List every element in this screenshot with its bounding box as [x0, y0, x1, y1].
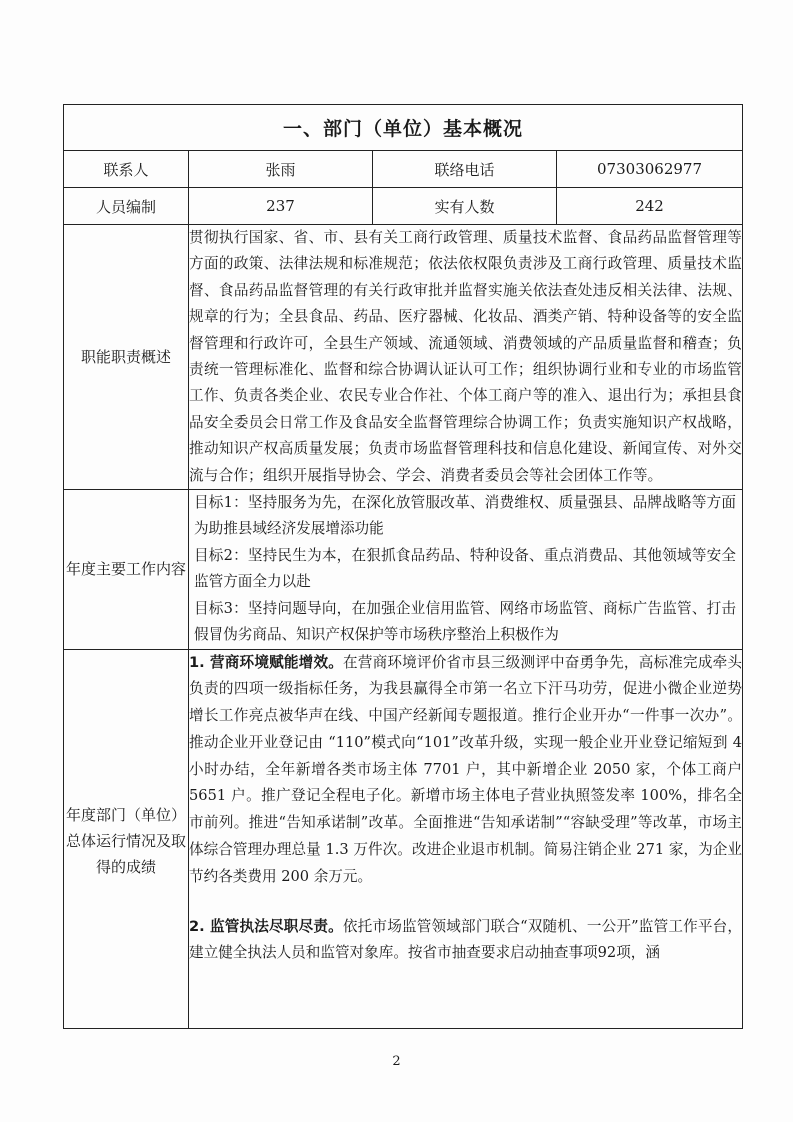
phone-value: 07303062977: [557, 151, 743, 188]
goal-item: 目标2：坚持民生为本，在狠抓食品药品、特种设备、重点消费品、其他领域等安全监管方面全力以赴: [194, 546, 737, 591]
result-item: [189, 914, 742, 968]
contact-value: 张雨: [189, 151, 373, 188]
staff-label: 人员编制: [64, 188, 189, 225]
contact-label: 联系人: [64, 151, 189, 188]
table-title: 一、部门（单位）基本概况: [64, 105, 743, 151]
tasks-label: 年度主要工作内容: [64, 490, 189, 649]
goals-cell: [189, 490, 743, 649]
result-text: 依托市场监管领域部门联合“双随机、一公开”监管工作平台，建立健全执法人员和监管对象库。按省市抽查要求启动抽查事项92项，涵: [189, 917, 743, 962]
result-text: 在营商环境评价省市县三级测评中奋勇争先，高标准完成牵头负责的四项一级指标任务，为我县赢得全市第一名立下汗马功劳，促进小微企业逆势增长工作亮点被华声在线、中国产经新闻专题报道。推行企业开办“一件事一次办”。推动企业开业登记由 “110”模式向“101”改革升级，实现一般企业开业登记缩短到 4 小时办结，全年新增各类市场主体 7701 户，其中新增企业 2050 家，个体工商户 5651 户。推广登记全程电子化。新增市场主体电子营业执照签发率 100%，排名全市前列。推进“告知承诺制”改革。全面推进“告知承诺制”“容缺受理”等改革，市场主体综合管理办理总量 1.3 万件次。改进企业退市机制。简易注销企业 271 家，为企业节约各类费用 200 余万元。: [189, 653, 743, 885]
result-item: [189, 650, 742, 891]
page-number: 2: [392, 1054, 401, 1069]
duties-text: 贯彻执行国家、省、市、县有关工商行政管理、质量技术监督、食品药品监督管理等方面的政策、法律法规和标准规范；依法依权限负责涉及工商行政管理、质量技术监督、食品药品监督管理的有关行政审批并监督实施关依法查处违反相关法律、法规、规章的行为；全县食品、药品、医疗器械、化妆品、酒类产销、特种设备等的安全监督管理和行政许可，全县生产领域、流通领域、消费领域的产品质量监督和稽查；负责统一管理标准化、监督和综合协调认证认可工作；组织协调行业和专业的市场监管工作、负责各类企业、农民专业合作社、个体工商户等的准入、退出行为；承担县食品安全委员会日常工作及食品安全监督管理综合协调工作；负责实施知识产权战略，推动知识产权高质量发展；负责市场监督管理科技和信息化建设、新闻宣传、对外交流与合作；组织开展指导协会、学会、消费者委员会等社会团体工作等。: [189, 225, 743, 490]
actual-label: 实有人数: [373, 188, 557, 225]
actual-value: 242: [557, 188, 743, 225]
goal-item: 目标1：坚持服务为先，在深化放管服改革、消费维权、质量强县、品牌战略等方面为助推县域经济发展增添功能: [194, 494, 737, 538]
result-heading: 2. 监管执法尽职尽责。: [189, 917, 343, 935]
duties-label: 职能职责概述: [64, 225, 189, 490]
results-label: 年度部门（单位）总体运行情况及取得的成绩: [64, 649, 189, 1028]
result-heading: 1. 营商环境赋能增效。: [189, 653, 344, 671]
staff-value: 237: [189, 188, 373, 225]
goal-item: 目标3：坚持问题导向，在加强企业信用监管、网络市场监管、商标广告监管、打击假冒伪劣商品、知识产权保护等市场秩序整治上积极作为: [194, 599, 737, 644]
overview-table: [63, 104, 743, 1029]
results-cell: [189, 649, 743, 1028]
phone-label: 联络电话: [373, 151, 557, 188]
